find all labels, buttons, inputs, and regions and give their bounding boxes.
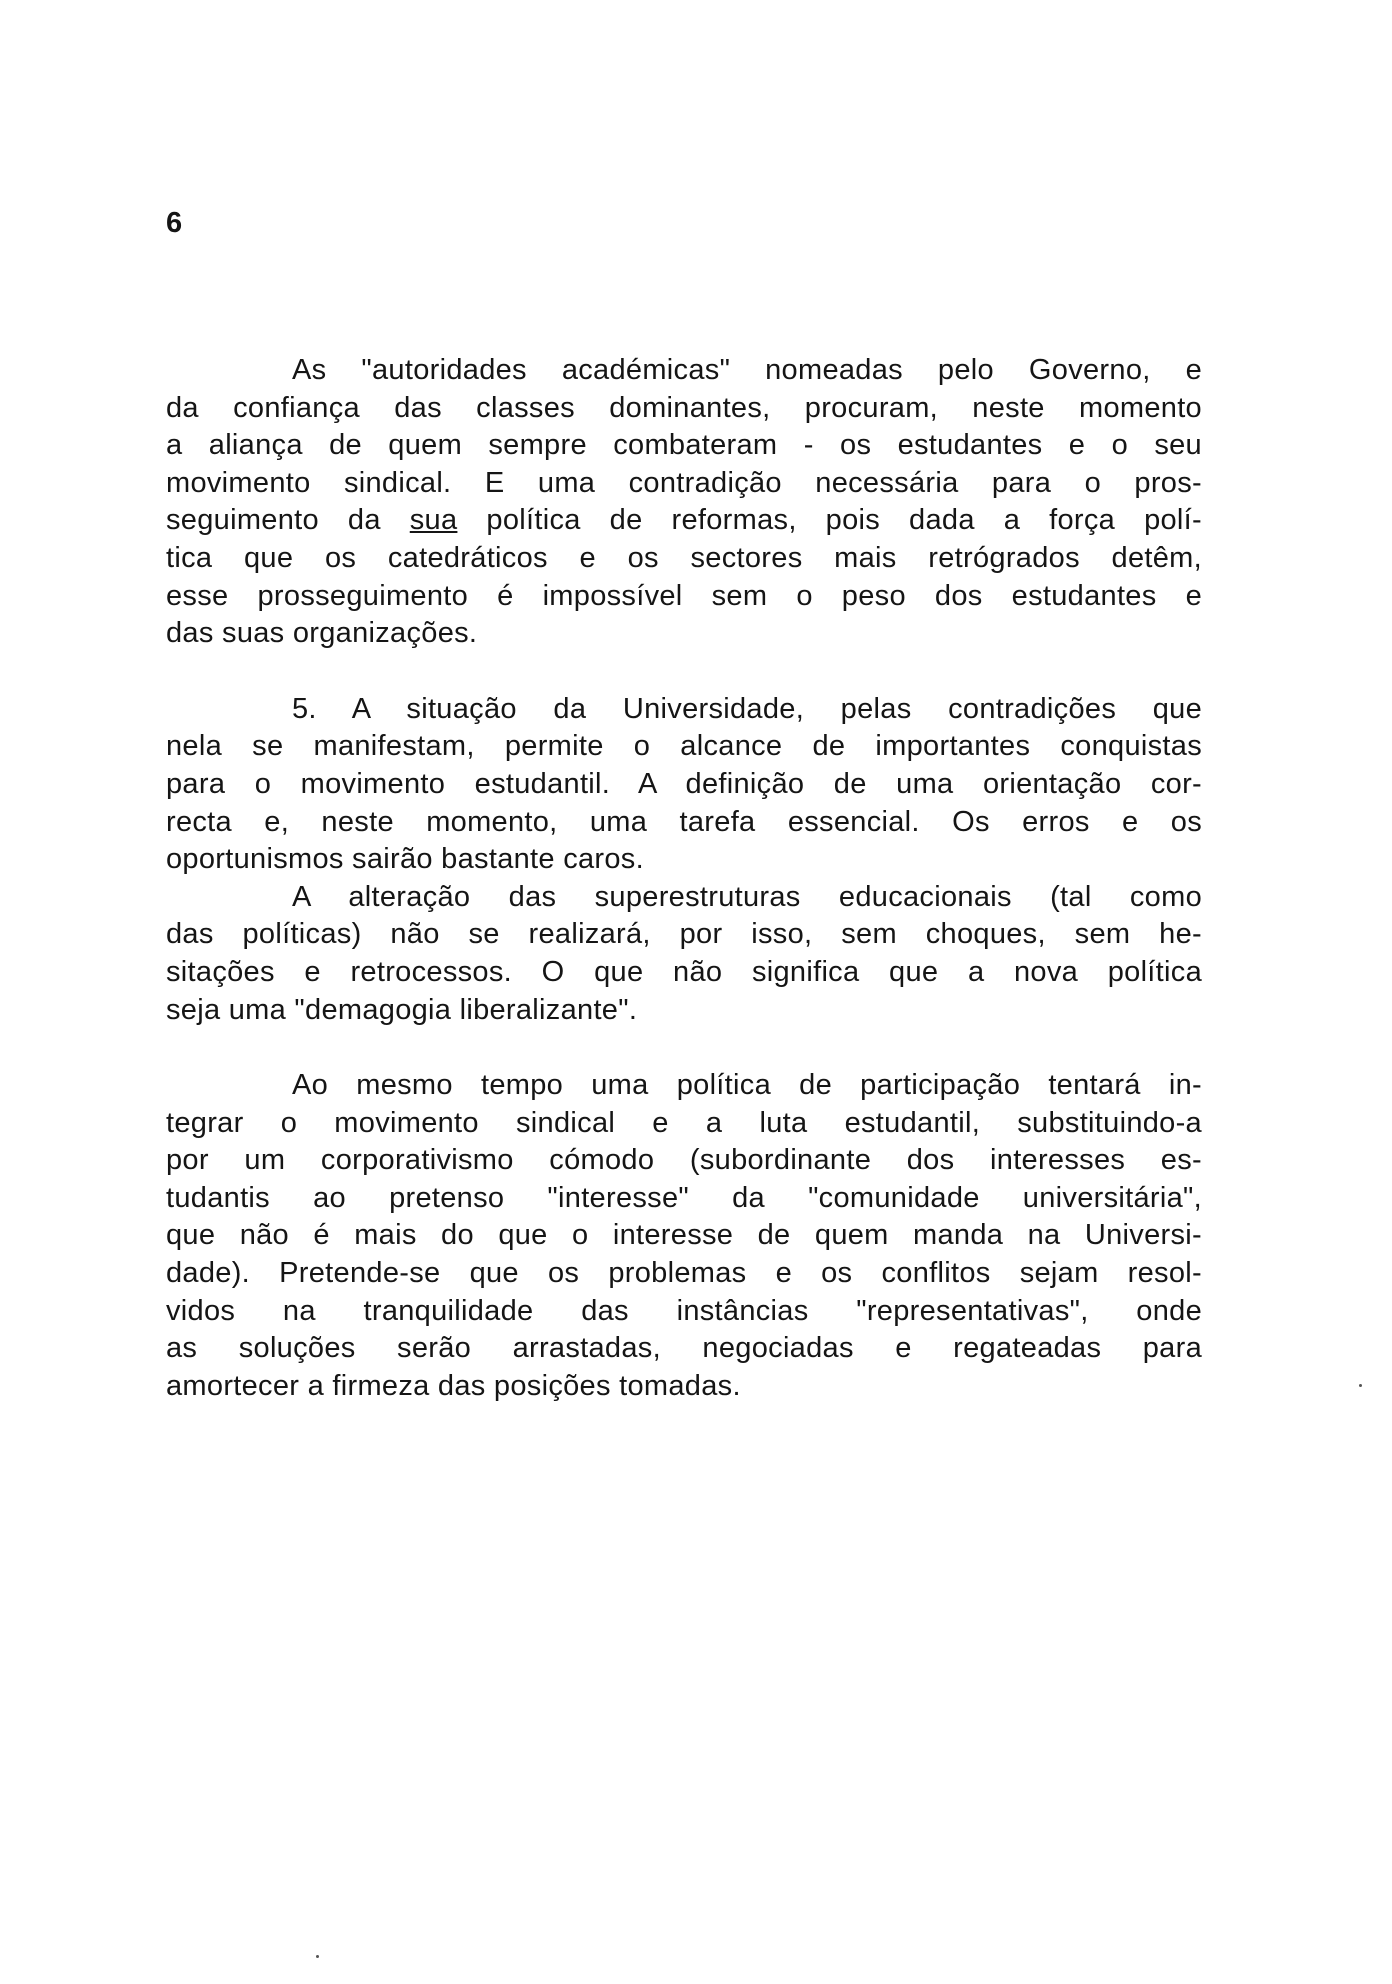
paragraph xyxy=(166,879,1202,1029)
text-line: tica que os catedráticos e os sectores mais retrógrados detêm, xyxy=(166,541,1202,574)
text-line: seja uma "demagogia liberalizante". xyxy=(166,993,638,1026)
text-line: das suas organizações. xyxy=(166,617,478,650)
paragraph xyxy=(166,352,1202,653)
text-line: dade). Pretende-se que os problemas e os conflitos sejam resol- xyxy=(166,1257,1202,1290)
text-line: da confiança das classes dominantes, procuram, neste momento xyxy=(166,391,1202,424)
text-line: As "autoridades académicas" nomeadas pelo Governo, e xyxy=(292,354,1202,386)
text-line: vidos na tranquilidade das instâncias "representativas", onde xyxy=(166,1294,1202,1327)
paragraph xyxy=(166,1067,1202,1405)
text-line: sitações e retrocessos. O que não significa que a nova política xyxy=(166,955,1202,988)
underlined-word: sua xyxy=(409,504,458,537)
paragraph xyxy=(166,691,1202,879)
text-line: nela se manifestam, permite o alcance de importantes conquistas xyxy=(166,730,1202,763)
text-line: seguimento da sua política de reformas, pois dada a força polí- xyxy=(166,504,1202,537)
paragraph-gap xyxy=(166,1029,1202,1067)
text-line: por um corporativismo cómodo (subordinante dos interesses es- xyxy=(166,1144,1202,1177)
text-line: que não é mais do que o interesse de quem manda na Universi- xyxy=(166,1219,1202,1252)
scan-speck xyxy=(316,1955,319,1958)
text-line: movimento sindical. E uma contradição necessária para o pros- xyxy=(166,466,1202,499)
scan-speck xyxy=(1359,1384,1362,1387)
text-line: oportunismos sairão bastante caros. xyxy=(166,843,644,876)
text-line: as soluções serão arrastadas, negociadas e regateadas para xyxy=(166,1332,1202,1365)
text-line: A alteração das superestruturas educacionais (tal como xyxy=(292,880,1202,913)
text-line: para o movimento estudantil. A definição de uma orientação cor- xyxy=(166,767,1202,800)
text-line: tudantis ao pretenso "interesse" da "comunidade universitária", xyxy=(166,1181,1202,1214)
text-line: Ao mesmo tempo uma política de participação tentará in- xyxy=(292,1069,1202,1102)
text-line: amortecer a firmeza das posições tomadas. xyxy=(166,1369,741,1402)
text-line: recta e, neste momento, uma tarefa essencial. Os erros e os xyxy=(166,805,1202,838)
body-text xyxy=(166,352,1202,1405)
text-line: a aliança de quem sempre combateram - os estudantes e o seu xyxy=(166,429,1202,462)
text-line: 5. A situação da Universidade, pelas contradições que xyxy=(292,692,1202,725)
text-line: esse prosseguimento é impossível sem o peso dos estudantes e xyxy=(166,579,1202,612)
paragraph-gap xyxy=(166,653,1202,691)
page-number: 6 xyxy=(166,207,183,239)
text-line: tegrar o movimento sindical e a luta estudantil, substituindo-a xyxy=(166,1106,1202,1139)
text-line: das políticas) não se realizará, por isso, sem choques, sem he- xyxy=(166,918,1202,951)
